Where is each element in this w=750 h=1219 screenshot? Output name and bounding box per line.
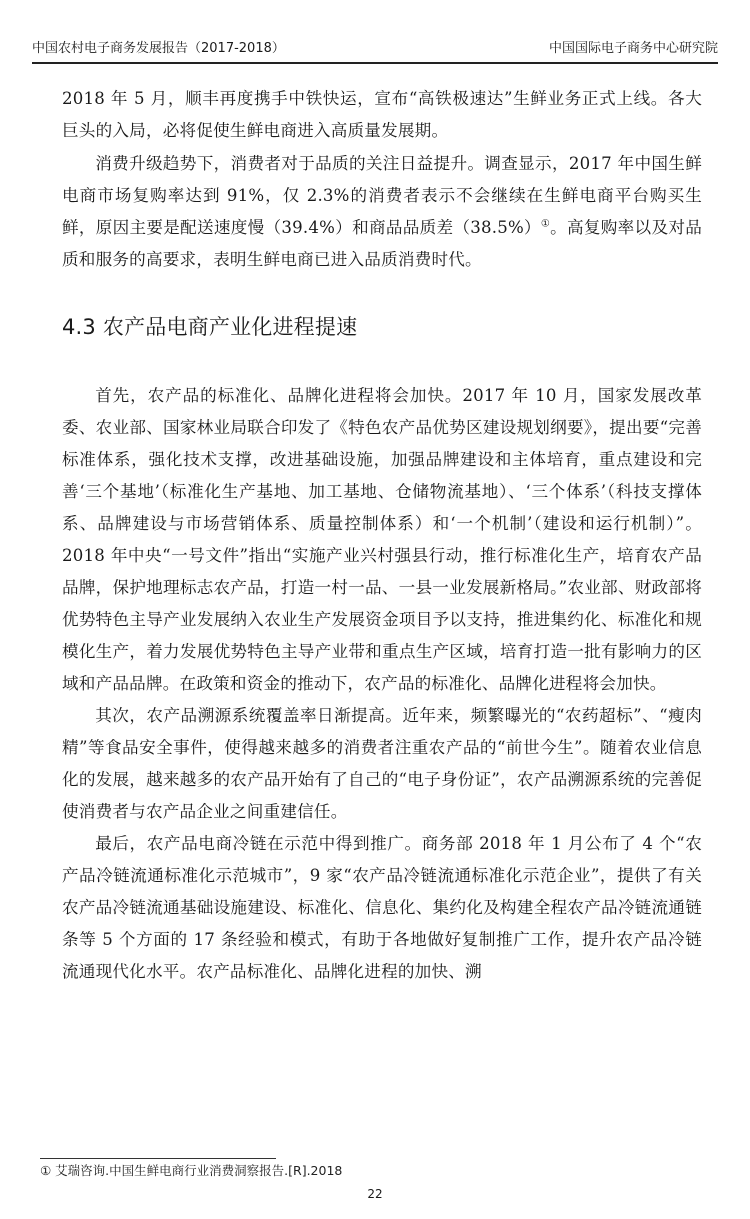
footnote-divider [40,1158,276,1159]
header-report-title: 中国农村电子商务发展报告（2017-2018） [32,41,285,56]
body-text [62,80,702,988]
paragraph-4: 其次，农产品溯源系统覆盖率日渐提高。近年来，频繁曝光的“农药超标”、“瘦肉精”等食品安全事件，使得越来越多的消费者注重农产品的“前世今生”。随着农业信息化的发展，越来越多的农产品开始有了自己的“电子身份证”，农产品溯源系统的完善促使消费者与农产品企业之间重建信任。 [62,706,702,821]
paragraph-2-text: 消费升级趋势下，消费者对于品质的关注日益提升。调查显示，2017 年中国生鲜电商市场复购率达到 91%，仅 2.3%的消费者表示不会继续在生鲜电商平台购买生鲜，原因主要是配送速度慢（39.4%）和商品品质差（38.5%） [62,154,702,237]
section-heading: 4.3 农产品电商产业化进程提速 [62,315,358,339]
page-number: 22 [367,1187,383,1201]
running-header [32,38,718,64]
header-institution: 中国国际电子商务中心研究院 [548,41,718,56]
paragraph-1: 2018 年 5 月，顺丰再度携手中铁快运，宣布“高铁极速达”生鲜业务正式上线。各大巨头的入局，必将促使生鲜电商进入高质量发展期。 [62,89,702,140]
paragraph-3: 首先，农产品的标准化、品牌化进程将会加快。2017 年 10 月，国家发展改革委、农业部、国家林业局联合印发了《特色农产品优势区建设规划纲要》，提出要“完善标准体系，强化技术支撑，改进基础设施，加强品牌建设和主体培育，重点建设和完善‘三个基地’（标准化生产基地、加工基地、仓储物流基地）、‘三个体系’（科技支撑体系、品牌建设与市场营销体系、质量控制体系）和‘一个机制’（建设和运行机制）”。2018 年中央“一号文件”指出“实施产业兴村强县行动，推行标准化生产，培育农产品品牌，保护地理标志农产品，打造一村一品、一县一业发展新格局。”农业部、财政部将优势特色主导产业发展纳入农业生产发展资金项目予以支持，推进集约化、标准化和规模化生产，着力发展优势特色主导产业带和重点生产区域，培育打造一批有影响力的区域和产品品牌。在政策和资金的推动下，农产品的标准化、品牌化进程将会加快。 [62,386,702,693]
footnote-marker[interactable]: ① [540,218,551,230]
footnote: ① 艾瑞咨询.中国生鲜电商行业消费洞察报告.[R].2018 [40,1163,343,1178]
paragraph-5: 最后，农产品电商冷链在示范中得到推广。商务部 2018 年 1 月公布了 4 个“农产品冷链流通标准化示范城市”，9 家“农产品冷链流通标准化示范企业”，提供了有关农产品冷链流通基础设施建设、标准化、信息化、集约化及构建全程农产品冷链流通链条等 5 个方面的 17 条经验和模式，有助于各地做好复制推广工作，提升农产品冷链流通现代化水平。农产品标准化、品牌化进程的加快、溯 [62,834,702,981]
paragraph-2-text-end: 。高复购率以及对品质和服务的高要求，表明生鲜电商已进入品质消费时代。 [62,218,702,269]
paragraph-2 [62,148,702,276]
